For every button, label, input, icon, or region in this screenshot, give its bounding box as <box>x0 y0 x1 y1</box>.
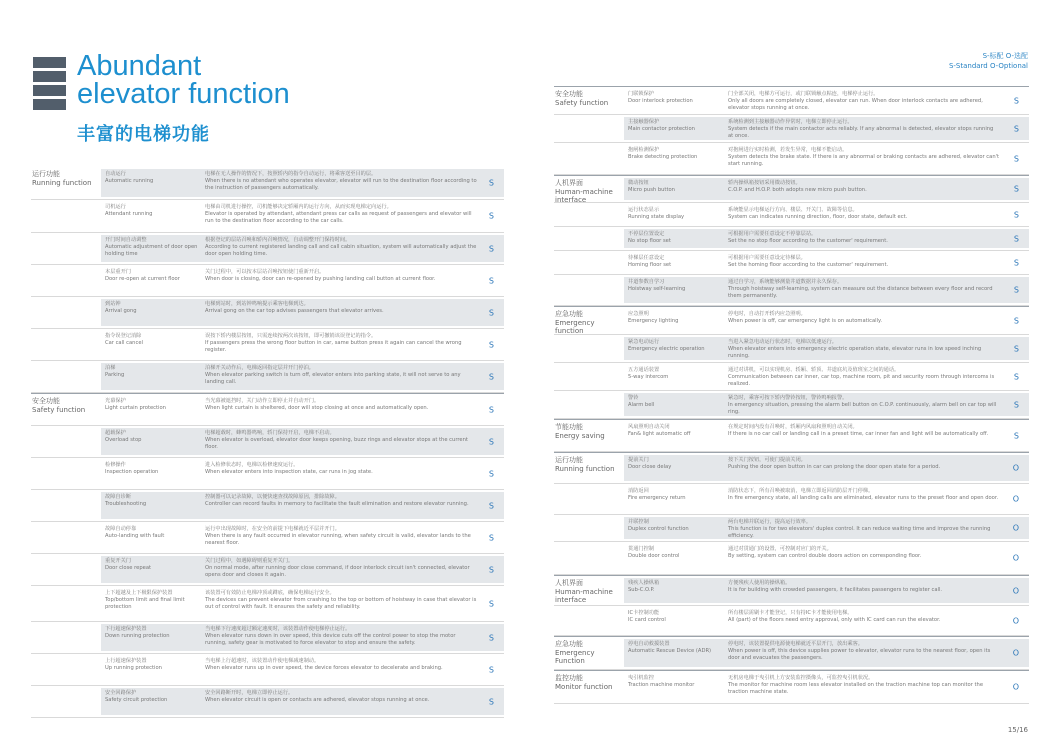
standard-optional-mark: O <box>1012 494 1019 504</box>
standard-optional-mark: S <box>488 469 494 478</box>
function-row <box>554 542 1029 575</box>
function-name: 重复开关门 Door close repeat <box>105 558 152 571</box>
function-name: 门联锁保护 Door interlock protection <box>628 91 693 104</box>
category-label: 应急功能 Emergency function <box>555 310 595 335</box>
function-description: 系统能显示电梯运行方向、楼层、开关门、故障等信息。 System can indicates running direction, floor, door state, default ect. <box>728 207 908 220</box>
function-row <box>31 200 504 233</box>
function-description: 轿内操纵箱按钮采用微动按钮。 C.O.P. and H.O.P. both adopts new micro push button. <box>728 180 867 193</box>
standard-optional-mark: S <box>488 178 494 188</box>
function-row <box>554 363 1029 391</box>
function-row <box>31 522 504 554</box>
standard-optional-mark: S <box>1013 344 1019 353</box>
page-title-chinese: 丰富的电梯功能 <box>77 124 210 145</box>
standard-optional-mark: S <box>1013 400 1019 409</box>
function-name: 并联控制 Duplex control function <box>628 519 689 532</box>
function-description: 消防状态下，所有召唤被取消，电梯立即返回消防层开门停梯。 In fire emergency state, all landing calls are eliminated, elevator runs to the preset floor and open door. <box>728 488 999 501</box>
function-row <box>31 167 504 200</box>
function-name: 不停层位置设定 No stop floor set <box>628 231 671 244</box>
standard-optional-mark: S <box>1013 285 1019 295</box>
function-name: 停电自动救援装置 Automatic Rescue Device (ADR) <box>628 641 712 654</box>
function-name: 消防返回 Fire emergency return <box>628 488 686 501</box>
function-row <box>31 458 504 490</box>
function-name: 主接触器保护 Main contactor protection <box>628 119 695 132</box>
function-description: 方便残疾人使用的操纵箱。 It is for building with crowded passengers, it facilitates passengers to register call. <box>728 580 943 593</box>
function-description: 通过对贯通门的设置，可控制对应门的开关。 By setting, system can control double doors action on corresponding floor. <box>728 546 922 559</box>
standard-optional-mark: S <box>488 372 494 381</box>
category-label: 人机界面 Human-machine interface <box>555 579 613 604</box>
function-name: 指令误登记消除 Car call cancel <box>105 333 143 346</box>
function-row <box>31 490 504 522</box>
function-name: 上下超越及上下极限保护装置 Top/bottom limit and final limit protection <box>105 590 185 610</box>
function-name: 下行超速保护装置 Down running protection <box>105 626 170 639</box>
function-row <box>31 361 504 393</box>
function-name: 检修操作 Inspection operation <box>105 462 159 475</box>
function-description: 泊梯开关动作后，电梯返回指定层并开门停泊。 When elevator parking switch is turn off, elevator enters into parking state, it will not serve to any landing call. <box>205 365 461 385</box>
function-row <box>31 233 504 265</box>
function-name: 微动按钮 Micro push button <box>628 180 675 193</box>
function-name: 曳引机监控 Traction machine monitor <box>628 675 695 688</box>
left-function-table <box>31 167 504 718</box>
function-description: 对抱闸进行实时检测，若发生异常，电梯不能启动。 System detects the brake state. If there is any abnormal or braking contacts are adhered, elevator can't start running. <box>728 147 1000 167</box>
function-row <box>554 391 1029 419</box>
function-row <box>554 419 1029 452</box>
title-line-1: Abundant <box>77 50 202 82</box>
category-label: 运行功能 Running function <box>555 456 615 473</box>
standard-optional-mark: S <box>488 665 494 674</box>
function-row <box>554 606 1029 636</box>
standard-optional-mark: O <box>1012 648 1019 658</box>
category-label: 监控功能 Monitor function <box>555 674 613 691</box>
standard-optional-mark: S <box>488 308 494 317</box>
category-label: 应急功能 Emergency Function <box>555 640 595 665</box>
page-number: 15/16 <box>1007 726 1028 734</box>
function-description: 两台电梯并联运行，提高运行效率。 This function is for two elevators' duplex control. It can reduce waiting time and improve the running efficiency. <box>728 519 991 539</box>
function-description: 无机房电梯于曳引机上方安装监控摄像头，可监控曳引机状况。 The monitor for machine room less elevator installed on the traction machine top can monitor the traction machine state. <box>728 675 984 695</box>
function-row <box>554 227 1029 251</box>
function-row <box>554 115 1029 143</box>
function-name: 风扇照明自动关闭 Fan& light automatic off <box>628 424 691 437</box>
standard-optional-mark: S <box>488 340 494 349</box>
page-title <box>77 52 290 108</box>
category-label: 运行功能 Running function <box>32 170 92 187</box>
function-name: 自动运行 Automatic running <box>105 171 154 184</box>
function-name: 提前关门 Door close delay <box>628 457 672 470</box>
function-name: 光幕保护 Light curtain protection <box>105 398 166 411</box>
function-description: 可根据用户需要任意设定待梯层。 Set the homing floor according to the customer' requirement. <box>728 255 889 268</box>
function-name: 待梯层任意设定 Homing floor set <box>628 255 672 268</box>
function-name: 泊梯 Parking <box>105 365 125 378</box>
function-row <box>31 265 504 297</box>
function-description: 门全部关闭，电梯方可运行，或门联锁触点粘连，电梯停止运行。 Only all doors are completely closed, elevator can run. When door interlock contacts are adhered, elevator stops running at once. <box>728 91 983 111</box>
standard-optional-mark: O <box>1012 463 1019 473</box>
function-description: 当电梯上行超速时，该装置动作使电梯减速制动。 When elevator runs up in over speed, the device forces elevator to decelerate and braking. <box>205 658 443 671</box>
function-description: 在规定时间内没有召唤时，轿厢内风扇和照明自动关闭。 If there is no car call or landing call in a preset time, car inner fan and light will be automatically off. <box>728 424 989 437</box>
function-description: 停电时，该装置提供电源使电梯就近平层开门，放出乘客。 When power is off, this device supplies power to elevator, elevator runs to the nearest floor, open its door and evacuates the passengers. <box>728 641 991 661</box>
right-function-table <box>554 86 1029 704</box>
standard-optional-mark: S <box>1013 316 1019 325</box>
function-row <box>554 670 1029 704</box>
header-decoration-bars <box>33 57 66 113</box>
function-row <box>554 484 1029 515</box>
function-row <box>554 175 1029 203</box>
function-description: 电梯由司机进行操控，司机能够决定轿厢内的运行方向，从而实现电梯定向运行。 Elevator is operated by attendant, attendant press car calls as request of passengers and elevator will run to the destination floor according to the car calls. <box>205 204 472 224</box>
function-row <box>554 251 1029 275</box>
function-row <box>554 515 1029 542</box>
function-description: 电梯在无人操作的情况下，按照轿内的指令自动运行，将乘客送至目的层。 When there is no attendant who operates elevator, elevator will run to the destination floor according to the instruction of passengers automatically. <box>205 171 477 191</box>
function-description: 所有楼层需刷卡才能登记，只有持IC卡才能使用电梯。 All (part) of the floors need entry approval, only with IC card can run the elevator. <box>728 610 941 623</box>
function-description: 系统检测到主接触器动作异常时，电梯立即停止运行。 System detects if the main contactor acts reliably. If any abnormal is detected, elevator stops running at once. <box>728 119 994 139</box>
function-row <box>554 203 1029 227</box>
function-name: 贯通门控制 Double door control <box>628 546 680 559</box>
standard-optional-mark: S <box>1013 96 1019 105</box>
legend-cn: S-标配 O-选配 <box>982 52 1028 60</box>
function-name: 本层重开门 Door re-open at current floor <box>105 269 180 282</box>
standard-optional-mark: O <box>1012 553 1019 563</box>
standard-optional-mark: S <box>1013 372 1019 381</box>
function-description: 运行中出现故障时，在安全的前提下电梯就近平层并开门。 When there is any fault occurred in elevator running, when safety circuit is valid, elevator lands to the nearest floor. <box>205 526 471 546</box>
function-description: 通过自学习，系统能够测量井道数据并永久保存。 Through hoistway self-learning, system can measure out the distance between every floor and record them permanently. <box>728 279 993 299</box>
function-name: 故障自诊断 Troubleshooting <box>105 494 147 507</box>
function-name: 五方通话装置 5-way intercom <box>628 367 669 380</box>
standard-optional-mark: S <box>488 211 494 221</box>
function-name: 井道参数自学习 Hoistway self-learning <box>628 279 686 292</box>
standard-optional-mark: O <box>1012 682 1019 692</box>
standard-optional-mark: S <box>488 697 494 706</box>
function-description: 通过对讲机，可以实现机房、轿厢、轿顶、井道底坑及值班室之间的通话。 Communication between car inner, car top, machine room, pit and security room through intercoms is realized. <box>728 367 995 387</box>
function-name: 残疾人操纵箱 Sub-C.O.P. <box>628 580 660 593</box>
standard-optional-mark: S <box>488 565 494 574</box>
function-name: 司机运行 Attendant running <box>105 204 153 217</box>
category-label: 安全功能 Safety function <box>555 90 609 107</box>
function-description: 关门过程中，可以按本层站召唤按钮使门重新开启。 When door is closing, door can re-opened by pushing landing call button at current floor. <box>205 269 436 282</box>
function-description: 进入检修状态时，电梯以检修速度运行。 When elevator enters into inspection state, car runs in jog state. <box>205 462 373 475</box>
standard-optional-mark: S <box>1013 154 1019 163</box>
standard-optional-mark: S <box>488 276 494 285</box>
standard-optional-mark: S <box>488 437 494 446</box>
standard-optional-mark: S <box>1013 431 1019 440</box>
function-row <box>554 452 1029 484</box>
function-description: 该装置可有效防止电梯冲顶或蹲底，确保电梯运行安全。 The devices can prevent elevator from crashing to the top or bottom of hoistway in case that elevator is out of control with fault. It ensures the safety and reliability. <box>205 590 477 610</box>
function-row <box>554 86 1029 115</box>
function-name: 警铃 Alarm bell <box>628 395 655 408</box>
standard-optional-mark: S <box>488 633 494 642</box>
function-description: 安全回路断开时，电梯立即停止运行。 When elevator circuit is open or contacts are adhered, elevator stops running at once. <box>205 690 430 703</box>
function-description: 当进入紧急电动运行状态时，电梯以低速运行。 When elevator enters into emergency electric operation state, elevator runs in low speed inching running. <box>728 339 982 359</box>
function-row <box>31 393 504 426</box>
standard-optional-mark: S <box>488 244 494 253</box>
function-name: 紧急电动运行 Emergency electric operation <box>628 339 705 352</box>
function-row <box>554 335 1029 363</box>
function-name: 运行状态显示 Running state display <box>628 207 685 220</box>
standard-optional-mark: S <box>488 599 494 608</box>
function-description: 电梯到站时，到站钟鸣响提示乘客电梯到达。 Arrival gong on the car top advises passengers that elevator arrives. <box>205 301 384 314</box>
title-line-2: elevator function <box>77 78 290 110</box>
standard-optional-mark: S <box>1013 210 1019 219</box>
standard-optional-mark: O <box>1012 586 1019 595</box>
function-description: 按下关门按钮，可使门提前关闭。 Pushing the door open button in car can prolong the door open state for a period. <box>728 457 941 470</box>
function-name: 超载保护 Overload stop <box>105 430 142 443</box>
function-row <box>31 554 504 586</box>
category-label: 人机界面 Human-machine interface <box>555 179 613 204</box>
legend <box>949 51 1028 71</box>
function-row <box>554 636 1029 670</box>
function-name: 到站钟 Arrival gong <box>105 301 137 314</box>
function-row <box>554 575 1029 606</box>
function-row <box>31 686 504 718</box>
function-row <box>31 426 504 458</box>
standard-optional-mark: O <box>1012 616 1019 625</box>
standard-optional-mark: S <box>1013 124 1019 133</box>
standard-optional-mark: S <box>488 501 494 510</box>
function-row <box>554 143 1029 175</box>
function-description: 紧急时，乘客可按下轿内警铃按钮，警铃鸣响报警。 In emergency situation, pressing the alarm bell button on C.O.P. continuously, alarm bell on car top will ring. <box>728 395 997 415</box>
category-label: 安全功能 Safety function <box>32 397 86 414</box>
function-description: 可根据用户需要任意设定不停靠层站。 Set the no stop floor according to the customer' requirement. <box>728 231 888 244</box>
function-name: 抱闸检测保护 Brake detecting protection <box>628 147 698 160</box>
function-row <box>554 275 1029 306</box>
function-row <box>31 586 504 622</box>
function-name: IC卡控制功能 IC card control <box>628 610 666 623</box>
category-label: 节能功能 Energy saving <box>555 423 605 440</box>
function-description: 电梯超载时，蜂鸣器鸣响，轿门保持开启，电梯不启动。 When elevator is overload, elevator door keeps opening, buzz rings and elevator stops at the current floor. <box>205 430 468 450</box>
function-row <box>31 329 504 361</box>
standard-optional-mark: S <box>1013 258 1019 267</box>
function-description: 控制器可以记录故障，以便快速查找故障原因，排除故障。 Controller can record faults in memory to facilitate the fault elimination and restore elevator running. <box>205 494 469 507</box>
function-description: 当光幕被遮挡时，关门动作立即停止并自动开门。 When light curtain is sheltered, door will stop closing at once and automatically open. <box>205 398 429 411</box>
standard-optional-mark: S <box>488 405 494 414</box>
function-name: 应急照明 Emergency lighting <box>628 311 679 324</box>
function-name: 上行超速保护装置 Up running protection <box>105 658 162 671</box>
function-name: 安全回路保护 Safety circuit protection <box>105 690 168 703</box>
legend-en: S-Standard O-Optional <box>948 62 1028 70</box>
function-description: 误按下轿内楼层按钮，只需连续按两次该按钮，即可撤销该误登记的指令。 If passengers press the wrong floor button in car, same button press it again can cancel the wrong register. <box>205 333 462 353</box>
function-description: 当电梯下行速度超过额定速度时，该装置动作使电梯停止运行。 When elevator runs down in over speed, this device cuts off the control power to stop the motor running, safety gear is motivated to force elevator to stop and ensure the safety. <box>205 626 456 646</box>
function-row <box>554 306 1029 335</box>
standard-optional-mark: S <box>488 533 494 542</box>
standard-optional-mark: O <box>1012 523 1019 533</box>
function-name: 开门时间自动调整 Automatic adjustment of door open holding time <box>105 237 198 257</box>
function-row <box>31 297 504 329</box>
function-description: 关门过程中，如遇障碍则重复开关门。 On normal mode, after running door close command, if door interlock circuit isn't connected, elevator opens door and closes it again. <box>205 558 470 578</box>
function-row <box>31 654 504 686</box>
function-row <box>31 622 504 654</box>
function-description: 根据登记的层站召唤和轿内召唤情况，自动调整开门保持时间。 According to current registered landing call and call cabin situation, system will automatically adjust the door open holding time. <box>205 237 477 257</box>
function-description: 停电时，自动打开轿内应急照明。 When power is off, car emergency light is on automatically. <box>728 311 883 324</box>
standard-optional-mark: S <box>1013 234 1019 243</box>
standard-optional-mark: S <box>1013 184 1019 194</box>
function-name: 故障自动停靠 Auto-landing with fault <box>105 526 165 539</box>
